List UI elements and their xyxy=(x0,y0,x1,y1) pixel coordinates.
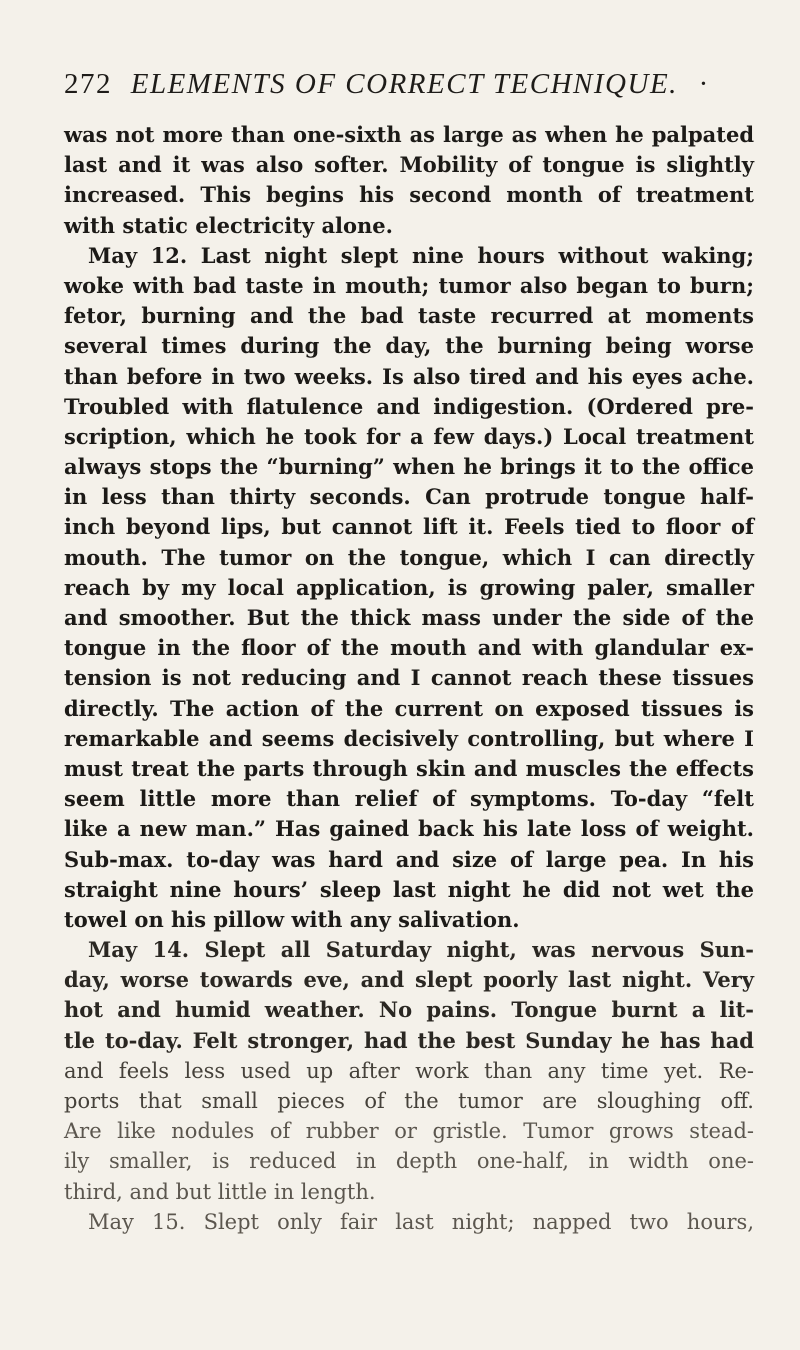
text-line: last and it was also softer. Mobility of tongue is slightly xyxy=(64,152,754,178)
body-text xyxy=(64,120,754,1237)
text-line: with static electricity alone. xyxy=(64,212,393,238)
text-line: ily smaller, is reduced in depth one-half, in width one- xyxy=(64,1149,754,1174)
text-line: like a new man.” Has gained back his late loss of weight. xyxy=(64,816,754,842)
text-line: ports that small pieces of the tumor are sloughing off. xyxy=(64,1089,754,1113)
text-line: seem little more than relief of symptoms. To-day “felt xyxy=(64,786,754,812)
running-head xyxy=(64,68,764,101)
header-mark: · xyxy=(698,68,710,100)
text-line: Are like nodules of rubber or gristle. Tumor grows stead- xyxy=(64,1119,754,1144)
text-line: tension is not reducing and I cannot reach these tissues xyxy=(64,665,754,691)
text-line: day, worse towards eve, and slept poorly last night. Very xyxy=(64,967,754,993)
text-line: May 15. Slept only fair last night; napped two hours, xyxy=(88,1209,754,1234)
text-line: Troubled with flatulence and indigestion. (Ordered pre- xyxy=(64,393,754,419)
text-line: remarkable and seems decisively controlling, but where I xyxy=(64,725,754,751)
page-number: 272 xyxy=(64,68,112,100)
running-title: ELEMENTS OF CORRECT TECHNIQUE. xyxy=(130,68,678,100)
text-line: tle to-day. Felt stronger, had the best Sunday he has had xyxy=(64,1027,754,1053)
text-line: than before in two weeks. Is also tired and his eyes ache. xyxy=(64,363,754,389)
text-line: must treat the parts through skin and muscles the effects xyxy=(64,755,754,781)
text-line: inch beyond lips, but cannot lift it. Feels tied to floor of xyxy=(64,514,754,540)
text-line: and smoother. But the thick mass under the side of the xyxy=(64,605,754,630)
text-line: directly. The action of the current on exposed tissues is xyxy=(64,695,754,721)
text-line: scription, which he took for a few days.) Local treatment xyxy=(64,423,754,449)
text-line: third, and but little in length. xyxy=(64,1179,376,1204)
text-line: was not more than one-sixth as large as when he palpated xyxy=(64,122,754,147)
text-line: tongue in the floor of the mouth and with glandular ex- xyxy=(64,635,754,661)
text-line: several times during the day, the burning being worse xyxy=(64,333,754,359)
text-line: straight nine hours’ sleep last night he did not wet the xyxy=(64,876,754,902)
text-line: in less than thirty seconds. Can protrude tongue half- xyxy=(64,484,754,510)
text-line: and feels less used up after work than any time yet. Re- xyxy=(64,1058,754,1083)
text-line: reach by my local application, is growing paler, smaller xyxy=(64,574,754,600)
text-line: May 12. Last night slept nine hours without waking; xyxy=(88,242,754,268)
text-line: hot and humid weather. No pains. Tongue burnt a lit- xyxy=(64,997,754,1023)
text-line: fetor, burning and the bad taste recurred at moments xyxy=(64,303,754,329)
text-line: Sub-max. to-day was hard and size of large pea. In his xyxy=(64,846,754,872)
text-line: May 14. Slept all Saturday night, was nervous Sun- xyxy=(88,937,754,963)
text-line: always stops the “burning” when he brings it to the office xyxy=(64,454,754,480)
text-line: woke with bad taste in mouth; tumor also began to burn; xyxy=(64,272,754,298)
text-line: increased. This begins his second month of treatment xyxy=(64,182,754,208)
text-line: towel on his pillow with any salivation. xyxy=(64,906,520,932)
text-line: mouth. The tumor on the tongue, which I can directly xyxy=(64,544,754,570)
